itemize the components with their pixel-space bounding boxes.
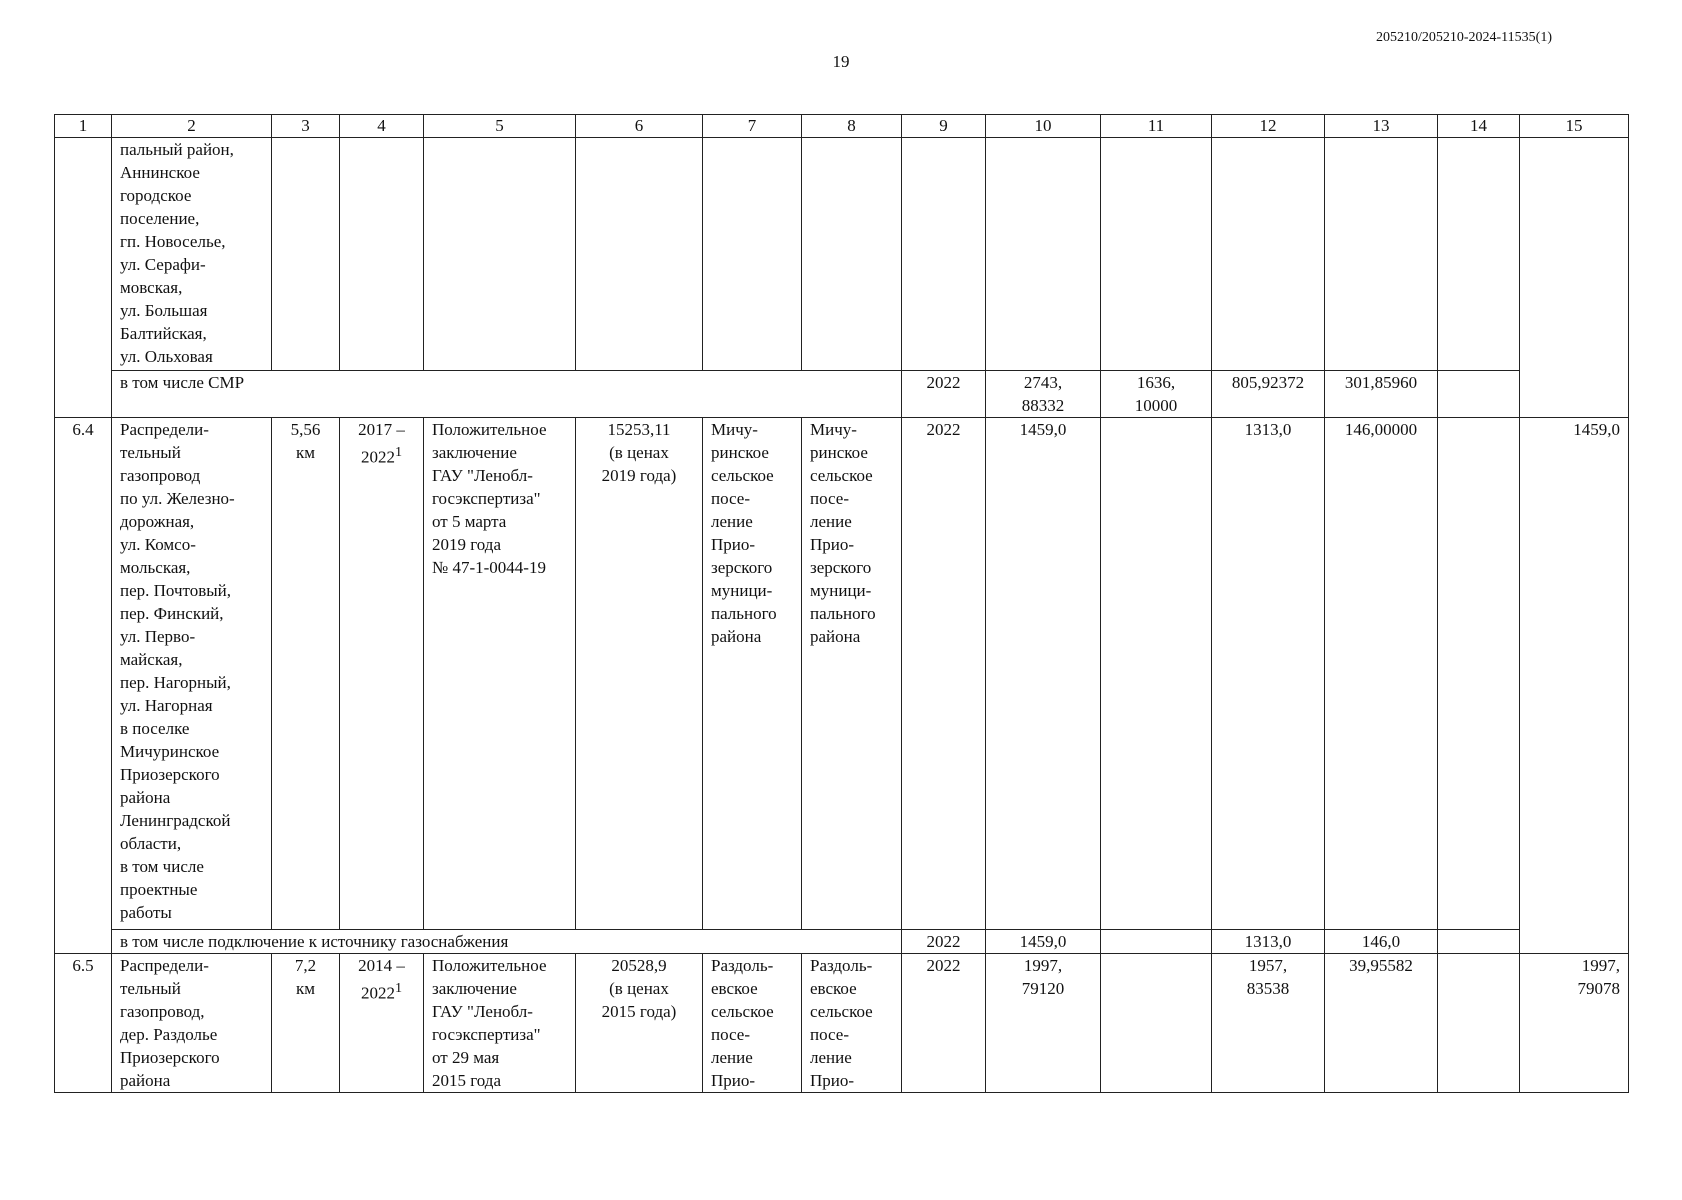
table-cell — [272, 138, 340, 371]
cost-cell: 15253,11 (в ценах 2019 года) — [576, 418, 703, 930]
table-cell — [1438, 138, 1520, 371]
table-row — [55, 954, 1629, 1093]
num-cell — [55, 138, 112, 418]
subtotal-row — [55, 371, 1629, 418]
cost-cell: 20528,9 (в ценах 2015 года) — [576, 954, 703, 1093]
table-cell — [902, 138, 986, 371]
value-cell: 146,00000 — [1325, 418, 1438, 930]
row-number: 6.4 — [55, 418, 112, 954]
value-cell: 1459,0 — [1520, 418, 1629, 954]
header-cell: 7 — [703, 115, 802, 138]
value-cell — [1438, 371, 1520, 418]
footnote-mark: 1 — [394, 444, 403, 460]
owner-cell: Раздоль- евское сельское посе- ление Прио- — [802, 954, 902, 1093]
header-cell: 10 — [986, 115, 1101, 138]
header-cell: 15 — [1520, 115, 1629, 138]
table-row — [55, 138, 1629, 371]
period-cell — [340, 954, 424, 1093]
row-number: 6.5 — [55, 954, 112, 1093]
header-cell: 4 — [340, 115, 424, 138]
period-text: 2014 – 2022 — [358, 956, 405, 1003]
value-cell — [1101, 418, 1212, 930]
value-cell: 301,85960 — [1325, 371, 1438, 418]
header-cell: 8 — [802, 115, 902, 138]
customer-cell: Раздоль- евское сельское посе- ление Прио- — [703, 954, 802, 1093]
table-cell — [802, 138, 902, 371]
value-cell — [1101, 930, 1212, 954]
budget-table — [54, 114, 1629, 1093]
expertise-cell: Положительное заключение ГАУ "Ленобл- госэкспертиза" от 29 мая 2015 года — [424, 954, 576, 1093]
table-cell — [1325, 138, 1438, 371]
value-cell: 1459,0 — [986, 418, 1101, 930]
customer-cell: Мичу- ринское сельское посе- ление Прио- зерского муници- пального района — [703, 418, 802, 930]
value-cell: 1957, 83538 — [1212, 954, 1325, 1093]
year-cell: 2022 — [902, 371, 986, 418]
table-cell — [1212, 138, 1325, 371]
year-cell: 2022 — [902, 954, 986, 1093]
value-cell: 39,95582 — [1325, 954, 1438, 1093]
subtotal-label: в том числе подключение к источнику газоснабжения — [112, 930, 902, 954]
table-cell — [576, 138, 703, 371]
value-cell — [1438, 954, 1520, 1093]
header-cell: 12 — [1212, 115, 1325, 138]
object-name-cell: пальный район, Аннинское городское поселение, гп. Новоселье, ул. Серафи- мовская, ул. Большая Балтийская, ул. Ольховая — [112, 138, 272, 371]
value-cell: 1313,0 — [1212, 930, 1325, 954]
value-cell: 1459,0 — [986, 930, 1101, 954]
header-cell: 6 — [576, 115, 703, 138]
year-cell: 2022 — [902, 418, 986, 930]
object-name-cell: Распредели- тельный газопровод по ул. Железно- дорожная, ул. Комсо- мольская, пер. Почтовый, пер. Финский, ул. Перво- майская, пер. Нагорный, ул. Нагорная в поселке Мичуринское Приозерского района Ленинградской области, в том числе проектные работы — [112, 418, 272, 930]
value-cell: 146,0 — [1325, 930, 1438, 954]
length-cell: 5,56 км — [272, 418, 340, 930]
header-cell: 14 — [1438, 115, 1520, 138]
header-row — [55, 115, 1629, 138]
table-row — [55, 418, 1629, 930]
value-cell: 2743, 88332 — [986, 371, 1101, 418]
year-cell: 2022 — [902, 930, 986, 954]
length-cell: 7,2 км — [272, 954, 340, 1093]
subtotal-label: в том числе СМР — [112, 371, 902, 418]
footnote-mark: 1 — [394, 980, 403, 996]
header-cell: 11 — [1101, 115, 1212, 138]
value-cell — [1438, 418, 1520, 930]
table-cell — [1520, 138, 1629, 418]
value-cell — [1101, 954, 1212, 1093]
table-cell — [424, 138, 576, 371]
value-cell: 1313,0 — [1212, 418, 1325, 930]
subtotal-row — [55, 930, 1629, 954]
header-cell: 2 — [112, 115, 272, 138]
value-cell: 1636, 10000 — [1101, 371, 1212, 418]
value-cell: 805,92372 — [1212, 371, 1325, 418]
table-cell — [986, 138, 1101, 371]
period-text: 2017 – 2022 — [358, 420, 405, 467]
table-cell — [340, 138, 424, 371]
value-cell: 1997, 79078 — [1520, 954, 1629, 1093]
expertise-cell: Положительное заключение ГАУ "Ленобл- госэкспертиза" от 5 марта 2019 года № 47-1-0044-19 — [424, 418, 576, 930]
owner-cell: Мичу- ринское сельское посе- ление Прио- зерского муници- пального района — [802, 418, 902, 930]
table-cell — [1101, 138, 1212, 371]
object-name-cell: Распредели- тельный газопровод, дер. Раздолье Приозерского района — [112, 954, 272, 1093]
header-cell: 5 — [424, 115, 576, 138]
table-cell — [703, 138, 802, 371]
page-number: 19 — [832, 52, 850, 71]
document-number: 205210/205210-2024-11535(1) — [1375, 30, 1552, 45]
header-cell: 13 — [1325, 115, 1438, 138]
value-cell: 1997, 79120 — [986, 954, 1101, 1093]
period-cell — [340, 418, 424, 930]
value-cell — [1438, 930, 1520, 954]
header-cell: 1 — [55, 115, 112, 138]
header-cell: 9 — [902, 115, 986, 138]
header-cell: 3 — [272, 115, 340, 138]
